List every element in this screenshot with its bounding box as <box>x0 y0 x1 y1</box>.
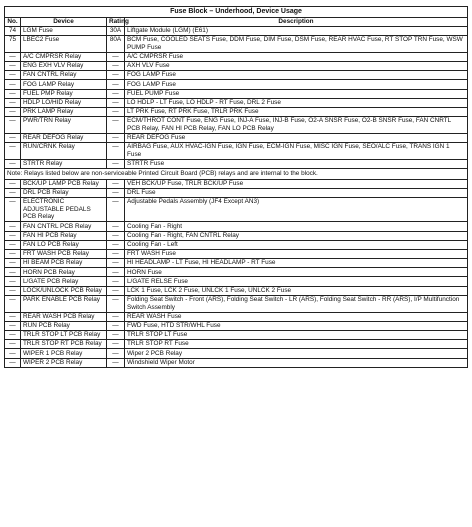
cell-description: TRLR STOP LT Fuse <box>125 331 468 340</box>
cell-no: — <box>5 71 21 80</box>
cell-device: FAN LO PCB Relay <box>21 240 107 249</box>
table-row <box>5 89 468 98</box>
table-row <box>5 331 468 340</box>
cell-rating: — <box>107 295 125 312</box>
cell-device: FAN CNTRL Relay <box>21 71 107 80</box>
cell-no: — <box>5 197 21 221</box>
cell-no: — <box>5 277 21 286</box>
cell-rating: — <box>107 179 125 188</box>
cell-device: TRLR STOP LT PCB Relay <box>21 331 107 340</box>
cell-description: FUEL PUMP Fuse <box>125 89 468 98</box>
fuse-table-container <box>4 6 468 368</box>
cell-rating: — <box>107 222 125 231</box>
cell-no: — <box>5 312 21 321</box>
cell-device: WIPER 1 PCB Relay <box>21 349 107 358</box>
cell-device: BCK/UP LAMP PCB Relay <box>21 179 107 188</box>
cell-device: TRLR STOP RT PCB Relay <box>21 340 107 349</box>
cell-rating: — <box>107 117 125 134</box>
table-row <box>5 277 468 286</box>
cell-device: PWR/TRN Relay <box>21 117 107 134</box>
header-device: Device <box>21 17 107 26</box>
table-row <box>5 26 468 35</box>
cell-description: Cooling Fan - Right, FAN CNTRL Relay <box>125 231 468 240</box>
cell-device: FUEL PMP Relay <box>21 89 107 98</box>
cell-device: RUN PCB Relay <box>21 321 107 330</box>
cell-rating: — <box>107 340 125 349</box>
cell-rating: — <box>107 107 125 116</box>
cell-no: — <box>5 349 21 358</box>
table-row <box>5 240 468 249</box>
cell-description: Liftgate Module (LGM) (E61) <box>125 26 468 35</box>
cell-device: DRL PCB Relay <box>21 188 107 197</box>
cell-description: VEH BCK/UP Fuse, TRLR BCK/UP Fuse <box>125 179 468 188</box>
cell-no: — <box>5 286 21 295</box>
table-row <box>5 231 468 240</box>
cell-rating: — <box>107 249 125 258</box>
table-row <box>5 143 468 160</box>
cell-no: — <box>5 268 21 277</box>
cell-rating: — <box>107 277 125 286</box>
table-row <box>5 268 468 277</box>
cell-no: — <box>5 133 21 142</box>
cell-description: ECM/THROT CONT Fuse, ENG Fuse, INJ-A Fuse, INJ-B Fuse, O2-A SNSR Fuse, O2-B SNSR Fuse, FAN CNRTL PCB Relay, FAN HI PCB Relay, FAN LO PCB Relay <box>125 117 468 134</box>
cell-description: HORN Fuse <box>125 268 468 277</box>
cell-device: FAN CNTRL PCB Relay <box>21 222 107 231</box>
cell-no: — <box>5 98 21 107</box>
cell-rating: — <box>107 143 125 160</box>
cell-no: — <box>5 52 21 61</box>
table-row <box>5 107 468 116</box>
note-section <box>5 169 468 180</box>
table-row <box>5 259 468 268</box>
cell-rating: 30A <box>107 26 125 35</box>
cell-device: LOCK/UNLOCK PCB Relay <box>21 286 107 295</box>
cell-no: — <box>5 331 21 340</box>
table-row <box>5 80 468 89</box>
cell-device: PARK ENABLE PCB Relay <box>21 295 107 312</box>
cell-device: HORN PCB Relay <box>21 268 107 277</box>
cell-device: FRT WASH PCB Relay <box>21 249 107 258</box>
cell-rating: — <box>107 133 125 142</box>
cell-rating: — <box>107 61 125 70</box>
cell-description: HI HEADLAMP - LT Fuse, HI HEADLAMP - RT Fuse <box>125 259 468 268</box>
cell-rating: — <box>107 80 125 89</box>
cell-no: — <box>5 295 21 312</box>
cell-device: HI BEAM PCB Relay <box>21 259 107 268</box>
cell-device: A/C CMPRSR Relay <box>21 52 107 61</box>
cell-device: ELECTRONIC ADJUSTABLE PEDALS PCB Relay <box>21 197 107 221</box>
cell-description: REAR DEFOG Fuse <box>125 133 468 142</box>
table-row <box>5 249 468 258</box>
cell-device: L/GATE PCB Relay <box>21 277 107 286</box>
cell-description: TRLR STOP RT Fuse <box>125 340 468 349</box>
cell-device: REAR DEFOG Relay <box>21 133 107 142</box>
cell-description: FWD Fuse, HTD STR/WHL Fuse <box>125 321 468 330</box>
cell-description: Wiper 2 PCB Relay <box>125 349 468 358</box>
pcb-rows <box>5 179 468 367</box>
cell-no: 75 <box>5 35 21 52</box>
cell-no: — <box>5 107 21 116</box>
cell-no: — <box>5 188 21 197</box>
cell-rating: — <box>107 231 125 240</box>
table-row <box>5 71 468 80</box>
cell-rating: — <box>107 358 125 367</box>
header-no: No. <box>5 17 21 26</box>
cell-no: — <box>5 159 21 168</box>
header-row <box>5 17 468 26</box>
cell-description: Cooling Fan - Right <box>125 222 468 231</box>
table-row <box>5 35 468 52</box>
cell-no: 74 <box>5 26 21 35</box>
table-row <box>5 159 468 168</box>
cell-description: FRT WASH Fuse <box>125 249 468 258</box>
table-row <box>5 197 468 221</box>
cell-no: — <box>5 61 21 70</box>
cell-description: A/C CMPRSR Fuse <box>125 52 468 61</box>
table-row <box>5 117 468 134</box>
table-row <box>5 61 468 70</box>
main-rows <box>5 26 468 168</box>
note-row <box>5 169 468 180</box>
cell-no: — <box>5 340 21 349</box>
table-row <box>5 321 468 330</box>
cell-no: — <box>5 89 21 98</box>
table-row <box>5 98 468 107</box>
cell-rating: — <box>107 312 125 321</box>
cell-rating: — <box>107 188 125 197</box>
cell-device: LBEC2 Fuse <box>21 35 107 52</box>
table-row <box>5 340 468 349</box>
cell-rating: — <box>107 286 125 295</box>
cell-device: WIPER 2 PCB Relay <box>21 358 107 367</box>
cell-description: Adjustable Pedals Assembly (JF4 Except AN3) <box>125 197 468 221</box>
cell-rating: — <box>107 321 125 330</box>
cell-description: LT PRK Fuse, RT PRK Fuse, TRLR PRK Fuse <box>125 107 468 116</box>
cell-description: DRL Fuse <box>125 188 468 197</box>
cell-no: — <box>5 240 21 249</box>
cell-rating: — <box>107 71 125 80</box>
cell-no: — <box>5 80 21 89</box>
cell-rating: — <box>107 98 125 107</box>
cell-device: FOG LAMP Relay <box>21 80 107 89</box>
cell-device: FAN HI PCB Relay <box>21 231 107 240</box>
cell-device: RUN/CRNK Relay <box>21 143 107 160</box>
cell-no: — <box>5 231 21 240</box>
cell-device: REAR WASH PCB Relay <box>21 312 107 321</box>
header-rating: Rating <box>107 17 125 26</box>
cell-description: LO HDLP - LT Fuse, LO HDLP - RT Fuse, DRL 2 Fuse <box>125 98 468 107</box>
cell-no: — <box>5 179 21 188</box>
cell-rating: — <box>107 240 125 249</box>
cell-description: Cooling Fan - Left <box>125 240 468 249</box>
cell-description: BCM Fuse, COOLED SEATS Fuse, DDM Fuse, DIM Fuse, DSM Fuse, REAR HVAC Fuse, RT STOP TRN Fuse, WSW PUMP Fuse <box>125 35 468 52</box>
cell-rating: — <box>107 89 125 98</box>
table-row <box>5 133 468 142</box>
cell-no: — <box>5 249 21 258</box>
table-row <box>5 188 468 197</box>
cell-rating: — <box>107 331 125 340</box>
table-row <box>5 52 468 61</box>
cell-rating: 80A <box>107 35 125 52</box>
cell-rating: — <box>107 52 125 61</box>
cell-device: ENG EXH VLV Relay <box>21 61 107 70</box>
header-description: Description <box>125 17 468 26</box>
cell-description: STRTR Fuse <box>125 159 468 168</box>
cell-description: Windshield Wiper Motor <box>125 358 468 367</box>
cell-description: FOG LAMP Fuse <box>125 80 468 89</box>
cell-no: — <box>5 321 21 330</box>
table-row <box>5 312 468 321</box>
cell-device: PRK LAMP Relay <box>21 107 107 116</box>
cell-device: HDLP LO/HID Relay <box>21 98 107 107</box>
cell-description: Folding Seat Switch - Front (ARS), Folding Seat Switch - LR (ARS), Folding Seat Switch - RR (ARS), I/P Multifunction Switch Assembly <box>125 295 468 312</box>
cell-no: — <box>5 259 21 268</box>
table-row <box>5 295 468 312</box>
table-title: Fuse Block – Underhood, Device Usage <box>5 7 468 18</box>
cell-description: AXH VLV Fuse <box>125 61 468 70</box>
cell-rating: — <box>107 259 125 268</box>
cell-rating: — <box>107 349 125 358</box>
cell-no: — <box>5 358 21 367</box>
cell-no: — <box>5 117 21 134</box>
fuse-block-table <box>4 6 468 368</box>
cell-no: — <box>5 222 21 231</box>
table-row <box>5 349 468 358</box>
cell-no: — <box>5 143 21 160</box>
title-row <box>5 7 468 18</box>
cell-rating: — <box>107 268 125 277</box>
cell-rating: — <box>107 159 125 168</box>
cell-description: FOG LAMP Fuse <box>125 71 468 80</box>
cell-rating: — <box>107 197 125 221</box>
cell-device: STRTR Relay <box>21 159 107 168</box>
table-row <box>5 286 468 295</box>
table-row <box>5 179 468 188</box>
cell-description: L/GATE RELSE Fuse <box>125 277 468 286</box>
cell-description: AIRBAG Fuse, AUX HVAC-IGN Fuse, IGN Fuse, ECM-IGN Fuse, MISC IGN Fuse, SEO/ALC Fuse, TRANS IGN 1 Fuse <box>125 143 468 160</box>
cell-device: LGM Fuse <box>21 26 107 35</box>
pcb-note: Note: Relays listed below are non-serviceable Printed Circuit Board (PCB) relays and are internal to the block. <box>5 169 468 180</box>
cell-description: LCK 1 Fuse, LCK 2 Fuse, UNLCK 1 Fuse, UNLCK 2 Fuse <box>125 286 468 295</box>
table-row <box>5 358 468 367</box>
table-row <box>5 222 468 231</box>
cell-description: REAR WASH Fuse <box>125 312 468 321</box>
